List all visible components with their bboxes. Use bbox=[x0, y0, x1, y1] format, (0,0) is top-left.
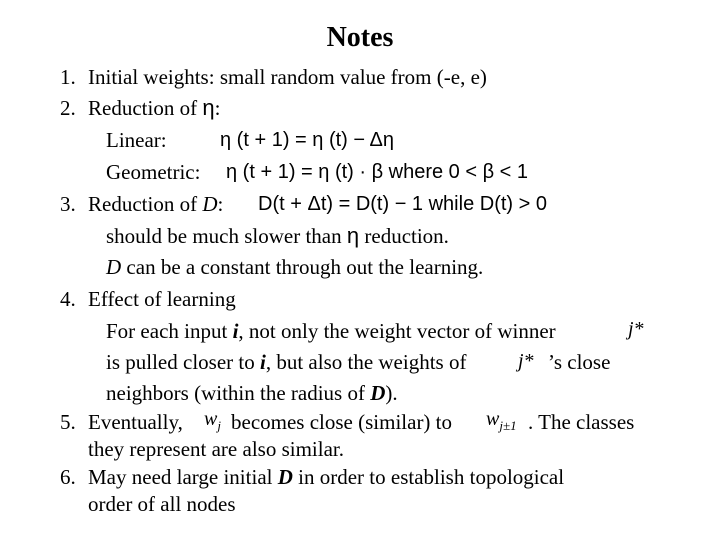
slide-title: Notes bbox=[326, 22, 394, 53]
linear-equation: η (t + 1) = η (t) − Δη bbox=[220, 129, 394, 151]
input-line: For each input i, not only the weight vector of winner bbox=[106, 319, 556, 343]
item-5-middle: becomes close (similar) to bbox=[231, 410, 453, 434]
item-5-end: . The classes bbox=[528, 410, 635, 434]
item-number: 1. bbox=[60, 65, 76, 89]
item-text: May need large initial D in order to establish topological bbox=[88, 465, 565, 489]
d-reduction-equation: D(t + Δt) = D(t) − 1 while D(t) > 0 bbox=[258, 193, 547, 215]
eta-symbol: η bbox=[202, 95, 215, 120]
item-text: Reduction of D: bbox=[88, 192, 224, 216]
close-text: ’s close bbox=[548, 350, 611, 374]
item-text: Reduction of η: bbox=[88, 95, 221, 120]
j-star-prime-symbol: j* bbox=[518, 350, 534, 372]
item-text: Eventually, bbox=[88, 410, 183, 434]
item-number: 4. bbox=[60, 287, 76, 311]
order-line: order of all nodes bbox=[88, 492, 236, 516]
geometric-equation: η (t + 1) = η (t) · β where 0 < β < 1 bbox=[226, 161, 529, 183]
w-j1-symbol: $w_{j\pm 1}$ bbox=[486, 408, 517, 433]
w-j-symbol: $w_j$ bbox=[204, 408, 221, 433]
item-number: 2. bbox=[60, 96, 76, 120]
represent-line: they represent are also similar. bbox=[88, 437, 344, 461]
j-star-symbol: j* bbox=[628, 318, 644, 340]
eta-symbol: η bbox=[346, 223, 360, 248]
item-number: 5. bbox=[60, 410, 76, 434]
geometric-label: Geometric: bbox=[106, 160, 201, 184]
pulled-line: is pulled closer to i, but also the weights of bbox=[106, 350, 467, 374]
linear-label: Linear: bbox=[106, 128, 167, 152]
item-number: 3. bbox=[60, 192, 76, 216]
d-constant-line: D can be a constant through out the learning. bbox=[106, 255, 484, 279]
item-text: Initial weights: small random value from (-e, e) bbox=[88, 65, 487, 89]
item-text: Effect of learning bbox=[88, 287, 236, 311]
neighbors-line: neighbors (within the radius of D). bbox=[106, 381, 398, 405]
item-number: 6. bbox=[60, 465, 76, 489]
slower-line: should be much slower than η reduction. bbox=[106, 223, 449, 248]
